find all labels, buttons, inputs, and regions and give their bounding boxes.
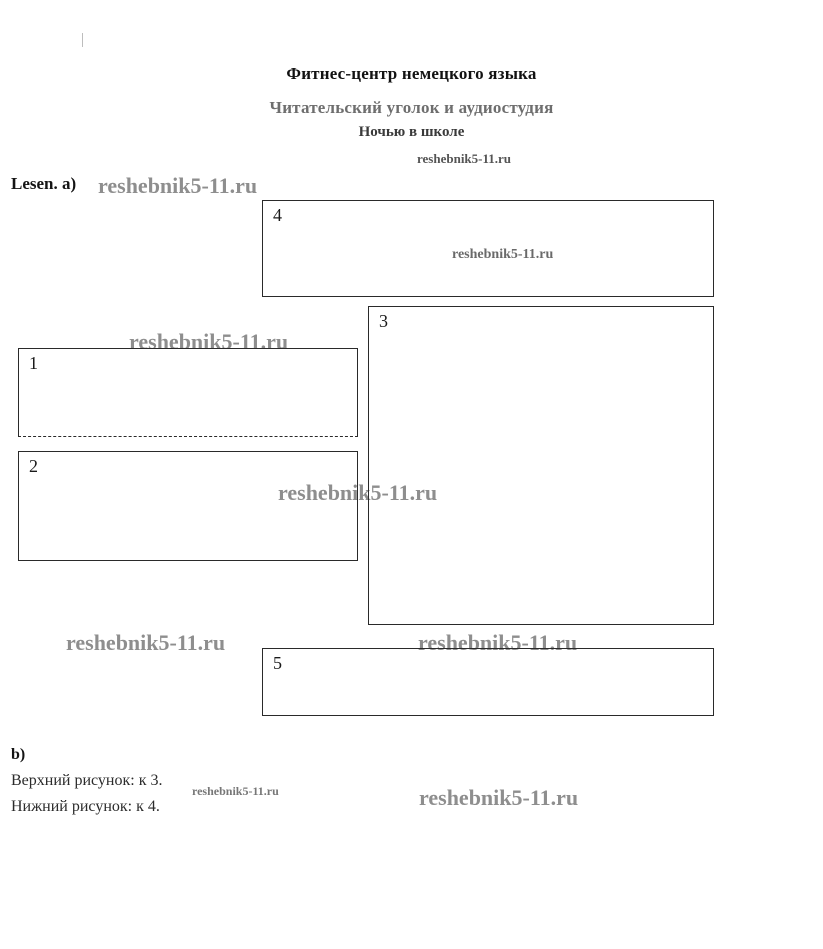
watermark-top: reshebnik5-11.ru — [417, 151, 512, 166]
watermark-mid-center: reshebnik5-11.ru — [278, 480, 438, 505]
watermark-bottom-small: reshebnik5-11.ru — [192, 784, 279, 798]
page-title-main: Фитнес-центр немецкого языка — [286, 64, 537, 83]
page-title-sub: Читательский уголок и аудиостудия — [269, 98, 554, 117]
task-b-answer-1: Верхний рисунок: к 3. — [11, 772, 163, 789]
picture-number-3: 3 — [379, 311, 388, 331]
picture-number-5: 5 — [273, 653, 282, 673]
picture-frame-1 — [18, 348, 358, 437]
picture-frame-3 — [368, 306, 714, 625]
picture-number-2: 2 — [29, 456, 38, 476]
task-b-answer-2: Нижний рисунок: к 4. — [11, 798, 160, 815]
task-b-label: b) — [11, 746, 26, 763]
picture-frame-5 — [262, 648, 714, 716]
stray-mark — [82, 33, 83, 47]
watermark-lesen: reshebnik5-11.ru — [98, 173, 258, 198]
watermark-mid-left: reshebnik5-11.ru — [129, 329, 289, 354]
picture-frame-4 — [262, 200, 714, 297]
task-a-label: Lesen. a) — [11, 174, 77, 193]
picture-number-1: 1 — [29, 353, 38, 373]
page-title-third: Ночью в школе — [358, 124, 465, 140]
watermark-lower-right: reshebnik5-11.ru — [418, 630, 578, 655]
picture-frame-2 — [18, 451, 358, 561]
watermark-box4: reshebnik5-11.ru — [452, 247, 554, 262]
picture-number-4: 4 — [273, 205, 282, 225]
watermark-bottom-large: reshebnik5-11.ru — [419, 785, 579, 810]
watermark-lower-left: reshebnik5-11.ru — [66, 630, 226, 655]
